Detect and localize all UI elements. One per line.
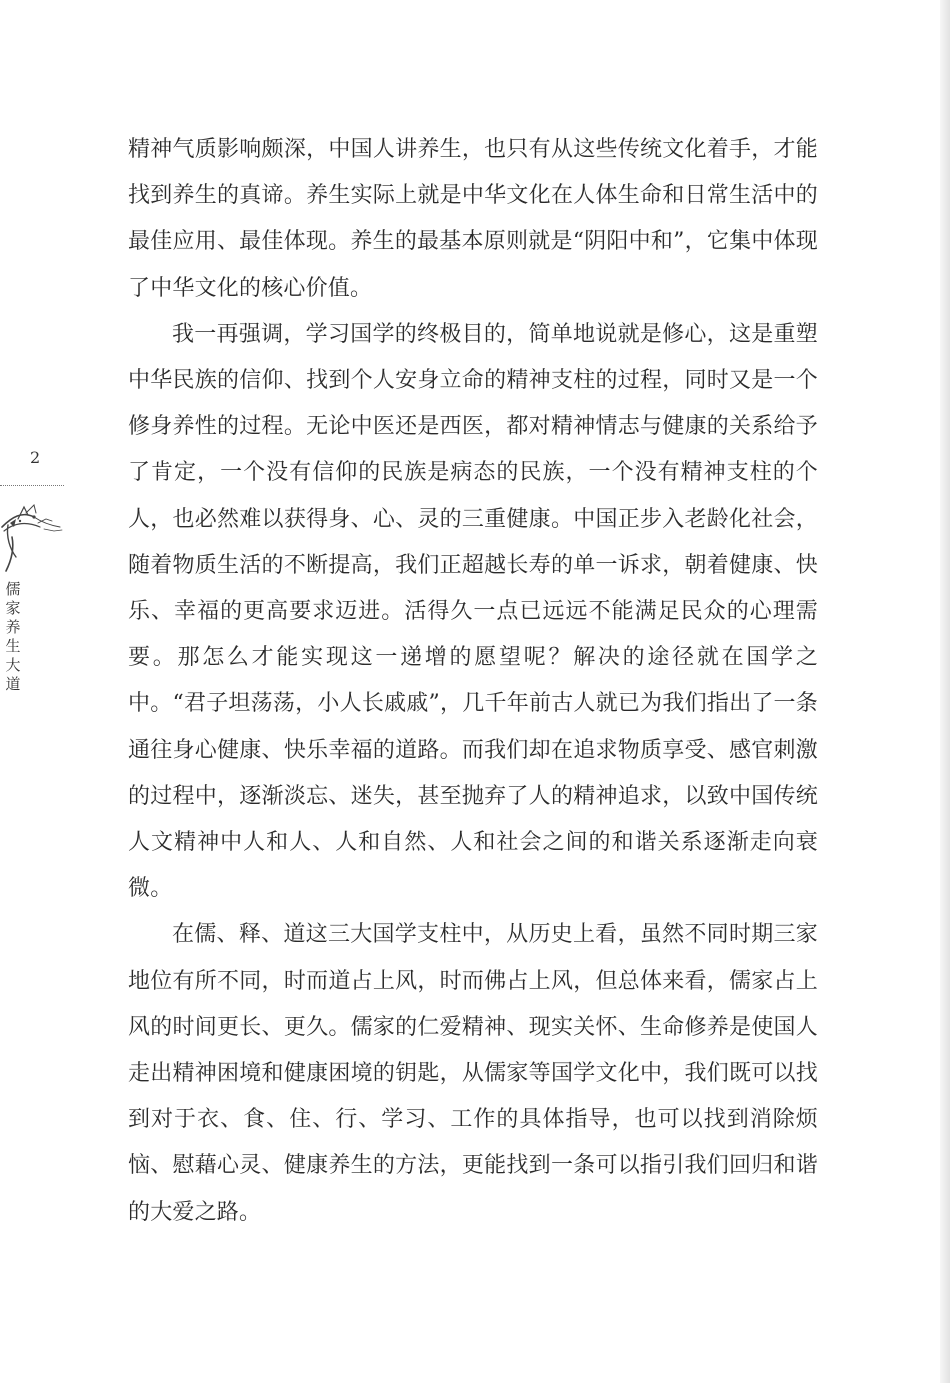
running-title-vertical [4, 580, 22, 694]
paragraph-1: 精神气质影响颇深，中国人讲养生，也只有从这些传统文化着手，才能找到养生的真谛。养生实际上就是中华文化在人体生命和日常生活中的最佳应用、最佳体现。养生的最基本原则就是“阴阳中和”，它集中体现了中华文化的核心价值。 [128, 137, 818, 301]
margin-dotted-rule [0, 485, 64, 486]
page-number: 2 [30, 448, 41, 467]
running-title-char: 家 [5, 599, 21, 617]
running-title-char: 道 [5, 675, 21, 693]
running-title-char: 养 [5, 618, 21, 636]
paragraph-3: 在儒、释、道这三大国学支柱中，从历史上看，虽然不同时期三家地位有所不同，时而道占上风，时而佛占上风，但总体来看，儒家占上风的时间更长、更久。儒家的仁爱精神、现实关怀、生命修养是使国人走出精神困境和健康困境的钥匙，从儒家等国学文化中，我们既可以找到对于衣、食、住、行、学习、工作的具体指导，也可以找到消除烦恼、慰藉心灵、健康养生的方法，更能找到一条可以指引我们回归和谐的大爱之路。 [128, 922, 818, 1225]
running-title-char: 生 [5, 637, 21, 655]
running-title-char: 大 [5, 656, 21, 674]
body-text [128, 127, 818, 1236]
paragraph-2: 我一再强调，学习国学的终极目的，简单地说就是修心，这是重塑中华民族的信仰、找到个人安身立命的精神支柱的过程，同时又是一个修身养性的过程。无论中医还是西医，都对精神情志与健康的关系给予了肯定，一个没有信仰的民族是病态的民族，一个没有精神支柱的个人，也必然难以获得身、心、灵的三重健康。中国正步入老龄化社会，随着物质生活的不断提高，我们正超越长寿的单一诉求，朝着健康、快乐、幸福的更高要求迈进。活得久一点已远远不能满足民众的心理需要。那怎么才能实现这一递增的愿望呢？解决的途径就在国学之中。“君子坦荡荡，小人长戚戚”，几千年前古人就已为我们指出了一条通往身心健康、快乐幸福的道路。而我们却在追求物质享受、感官刺激的过程中，逐渐淡忘、迷失，甚至抛弃了人的精神追求，以致中国传统人文精神中人和人、人和自然、人和社会之间的和谐关系逐渐走向衰微。 [128, 321, 818, 902]
crane-ink-illustration-icon [0, 497, 66, 575]
page-edge-shadow [940, 0, 950, 1383]
running-title-char: 儒 [5, 580, 21, 598]
